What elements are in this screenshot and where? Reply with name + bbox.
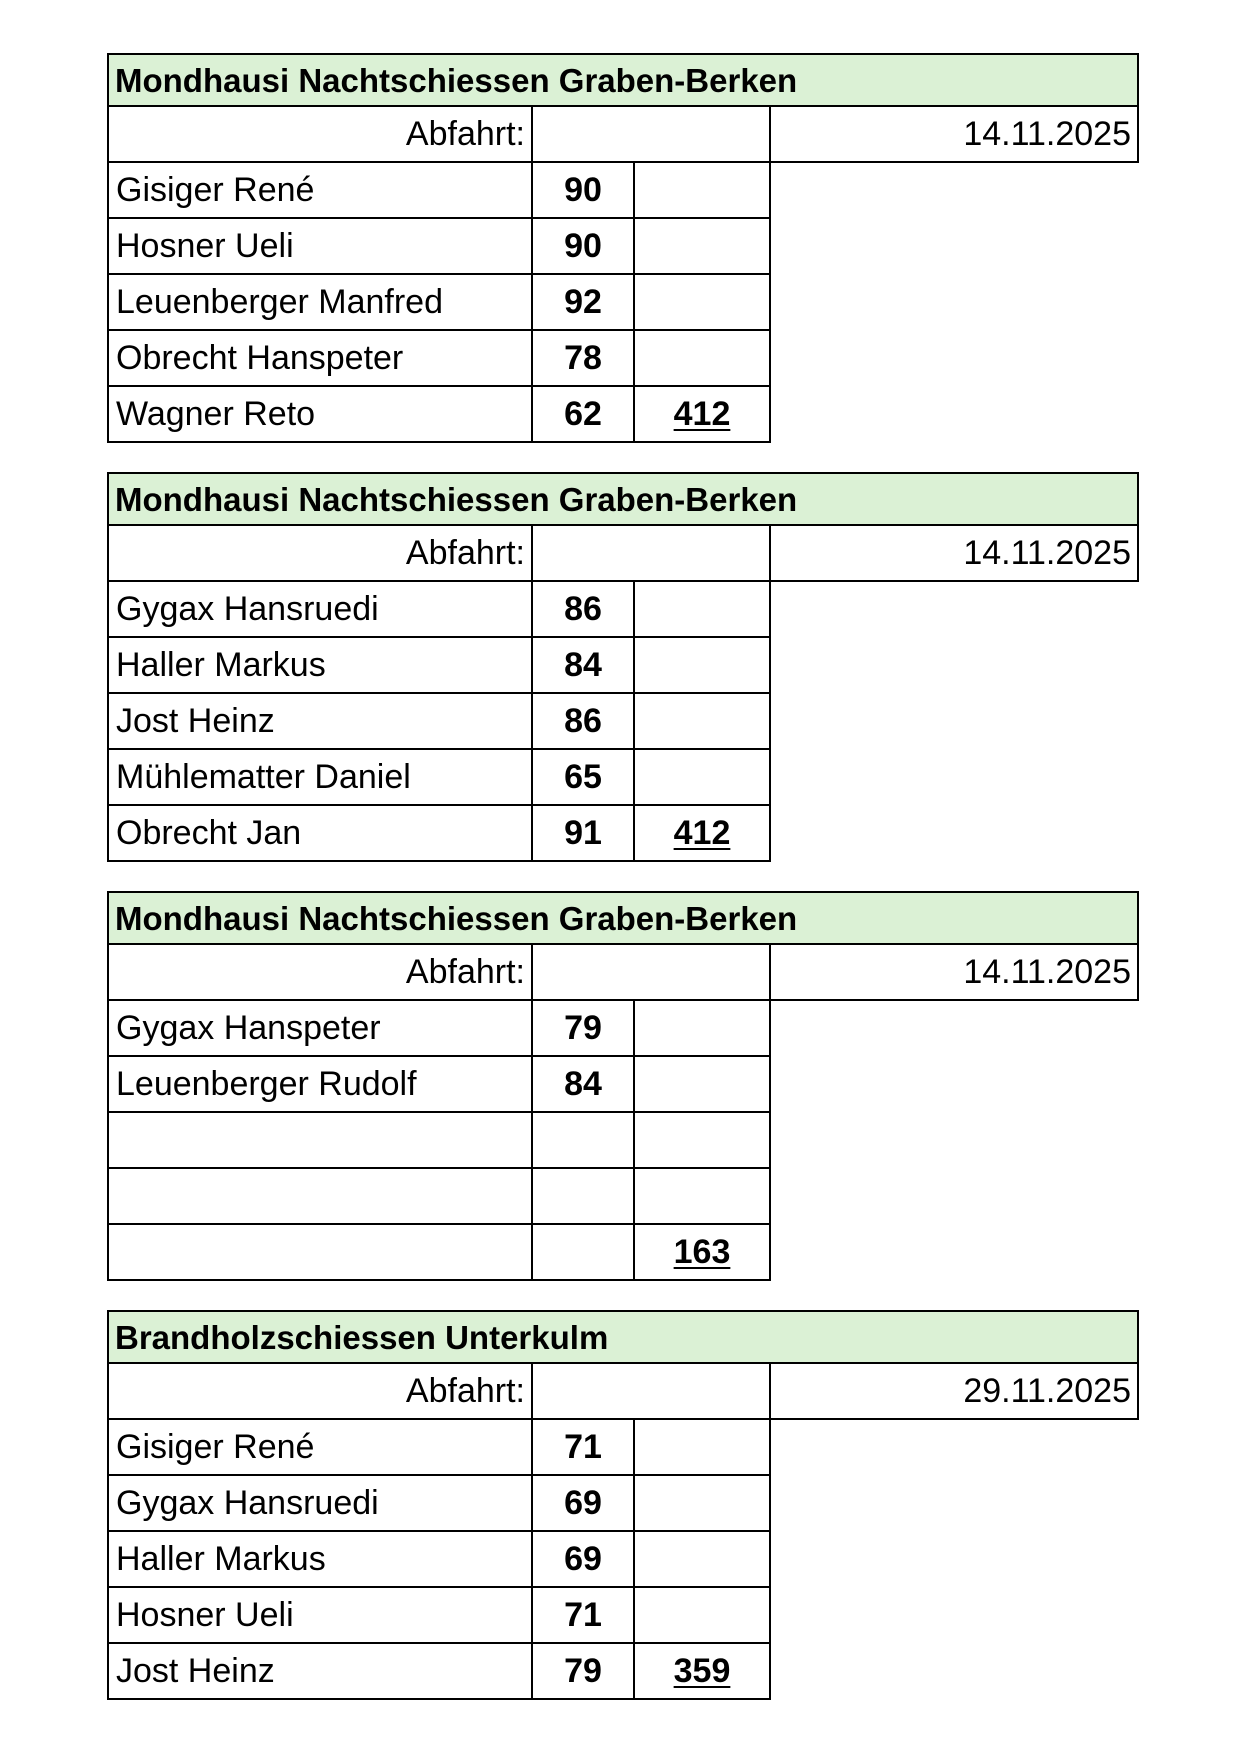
team-total (635, 694, 771, 750)
team-total: 163 (635, 1225, 771, 1281)
team-total (635, 1001, 771, 1057)
team-total (635, 1169, 771, 1225)
shooter-name: Gisiger René (107, 163, 533, 219)
shooter-score: 90 (533, 163, 635, 219)
team-total: 412 (635, 387, 771, 443)
shooter-name (107, 1225, 533, 1281)
event-date: 14.11.2025 (771, 945, 1139, 1001)
departure-label: Abfahrt: (107, 945, 533, 1001)
departure-row (107, 107, 1139, 163)
table-row (107, 1057, 771, 1113)
shooter-name: Obrecht Jan (107, 806, 533, 862)
table-row (107, 387, 771, 443)
table-row (107, 806, 771, 862)
shooter-score: 78 (533, 331, 635, 387)
team-total: 412 (635, 806, 771, 862)
shooter-name (107, 1113, 533, 1169)
table-row (107, 219, 771, 275)
shooter-score (533, 1113, 635, 1169)
shooter-name: Hosner Ueli (107, 1588, 533, 1644)
event-date: 14.11.2025 (771, 526, 1139, 582)
shooter-score: 84 (533, 1057, 635, 1113)
shooter-score: 69 (533, 1532, 635, 1588)
shooter-name: Mühlematter Daniel (107, 750, 533, 806)
table-row (107, 275, 771, 331)
table-row (107, 1476, 771, 1532)
event-title: Brandholzschiessen Unterkulm (107, 1310, 1139, 1364)
team-total (635, 1420, 771, 1476)
departure-label: Abfahrt: (107, 1364, 533, 1420)
team-total (635, 1057, 771, 1113)
table-row (107, 1169, 771, 1225)
result-table (107, 53, 1139, 443)
team-total (635, 275, 771, 331)
shooter-name: Haller Markus (107, 1532, 533, 1588)
departure-value (533, 1364, 771, 1420)
shooter-name: Jost Heinz (107, 1644, 533, 1700)
table-row (107, 694, 771, 750)
team-total (635, 750, 771, 806)
shooter-name: Wagner Reto (107, 387, 533, 443)
team-total (635, 163, 771, 219)
event-title: Mondhausi Nachtschiessen Graben-Berken (107, 472, 1139, 526)
departure-label: Abfahrt: (107, 107, 533, 163)
shooter-score: 90 (533, 219, 635, 275)
departure-row (107, 1364, 1139, 1420)
table-row (107, 1532, 771, 1588)
departure-value (533, 945, 771, 1001)
shooter-score: 71 (533, 1588, 635, 1644)
departure-row (107, 526, 1139, 582)
table-row (107, 163, 771, 219)
departure-value (533, 526, 771, 582)
table-row (107, 750, 771, 806)
shooter-score: 86 (533, 582, 635, 638)
shooter-name (107, 1169, 533, 1225)
team-total (635, 1476, 771, 1532)
team-total (635, 1113, 771, 1169)
shooter-score: 86 (533, 694, 635, 750)
table-row (107, 582, 771, 638)
result-table (107, 1310, 1139, 1700)
result-table (107, 472, 1139, 862)
event-title: Mondhausi Nachtschiessen Graben-Berken (107, 891, 1139, 945)
table-row (107, 1001, 771, 1057)
shooter-score: 71 (533, 1420, 635, 1476)
shooter-name: Haller Markus (107, 638, 533, 694)
shooter-score: 62 (533, 387, 635, 443)
table-row (107, 1420, 771, 1476)
team-total (635, 638, 771, 694)
team-total (635, 219, 771, 275)
shooter-name: Hosner Ueli (107, 219, 533, 275)
shooter-score: 92 (533, 275, 635, 331)
team-total: 359 (635, 1644, 771, 1700)
shooter-name: Gisiger René (107, 1420, 533, 1476)
table-row (107, 331, 771, 387)
shooter-score (533, 1169, 635, 1225)
shooter-score: 65 (533, 750, 635, 806)
event-title: Mondhausi Nachtschiessen Graben-Berken (107, 53, 1139, 107)
table-row (107, 1644, 771, 1700)
departure-label: Abfahrt: (107, 526, 533, 582)
shooter-name: Obrecht Hanspeter (107, 331, 533, 387)
table-row (107, 1113, 771, 1169)
shooter-score: 91 (533, 806, 635, 862)
table-row (107, 1225, 771, 1281)
shooter-name: Gygax Hansruedi (107, 582, 533, 638)
team-total (635, 1532, 771, 1588)
shooter-name: Jost Heinz (107, 694, 533, 750)
departure-value (533, 107, 771, 163)
departure-row (107, 945, 1139, 1001)
event-date: 29.11.2025 (771, 1364, 1139, 1420)
shooter-score: 69 (533, 1476, 635, 1532)
table-row (107, 638, 771, 694)
team-total (635, 582, 771, 638)
shooter-score: 79 (533, 1001, 635, 1057)
shooter-name: Leuenberger Rudolf (107, 1057, 533, 1113)
shooter-name: Gygax Hanspeter (107, 1001, 533, 1057)
shooter-name: Leuenberger Manfred (107, 275, 533, 331)
shooter-name: Gygax Hansruedi (107, 1476, 533, 1532)
team-total (635, 331, 771, 387)
result-table (107, 891, 1139, 1281)
event-date: 14.11.2025 (771, 107, 1139, 163)
shooter-score (533, 1225, 635, 1281)
shooter-score: 84 (533, 638, 635, 694)
table-row (107, 1588, 771, 1644)
team-total (635, 1588, 771, 1644)
shooter-score: 79 (533, 1644, 635, 1700)
